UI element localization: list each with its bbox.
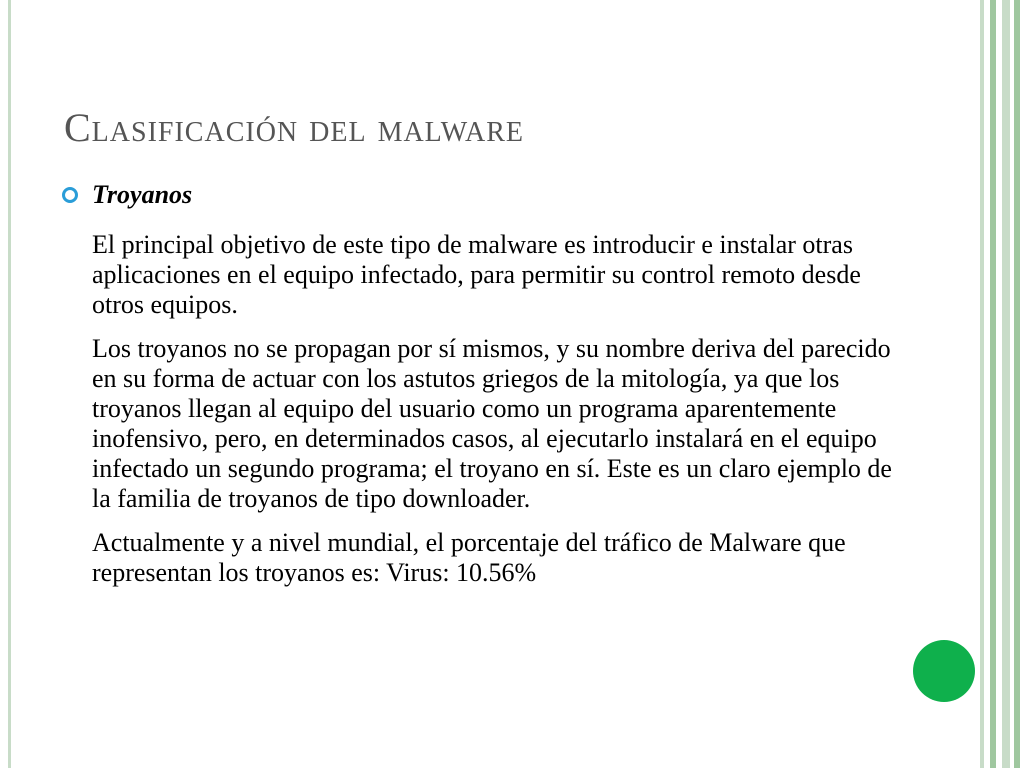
bullet-heading: Troyanos <box>92 180 193 209</box>
stripe <box>1002 0 1010 768</box>
slide-title: Clasificación del malware <box>64 105 525 150</box>
stripe <box>990 0 996 768</box>
body-paragraph-2: Los troyanos no se propagan por sí mismos, y su nombre deriva del parecido en su forma de actuar con los astutos griegos de la mitología, ya que los troyanos llegan al equipo del usuario como un programa aparentemente inofensivo, pero, en determinados casos, al ejecutarlo instalará en el equipo infectado un segundo programa; el troyano en sí. Este es un claro ejemplo de la familia de troyanos de tipo downloader. <box>92 334 892 513</box>
bullet-item <box>62 180 192 210</box>
right-decorative-stripes <box>976 0 1024 768</box>
body-paragraph-3: Actualmente y a nivel mundial, el porcentaje del tráfico de Malware que representan los troyanos es: Virus: 10.56% <box>92 528 846 587</box>
stripe <box>980 0 984 768</box>
bullet-circle-icon <box>62 187 78 203</box>
left-border-line <box>8 0 11 768</box>
slide-body <box>92 230 892 602</box>
stripe <box>1014 0 1020 768</box>
body-paragraph-1: El principal objetivo de este tipo de malware es introducir e instalar otras aplicaciones en el equipo infectado, para permitir su control remoto desde otros equipos. <box>92 230 861 319</box>
green-circle-decoration <box>913 640 975 702</box>
